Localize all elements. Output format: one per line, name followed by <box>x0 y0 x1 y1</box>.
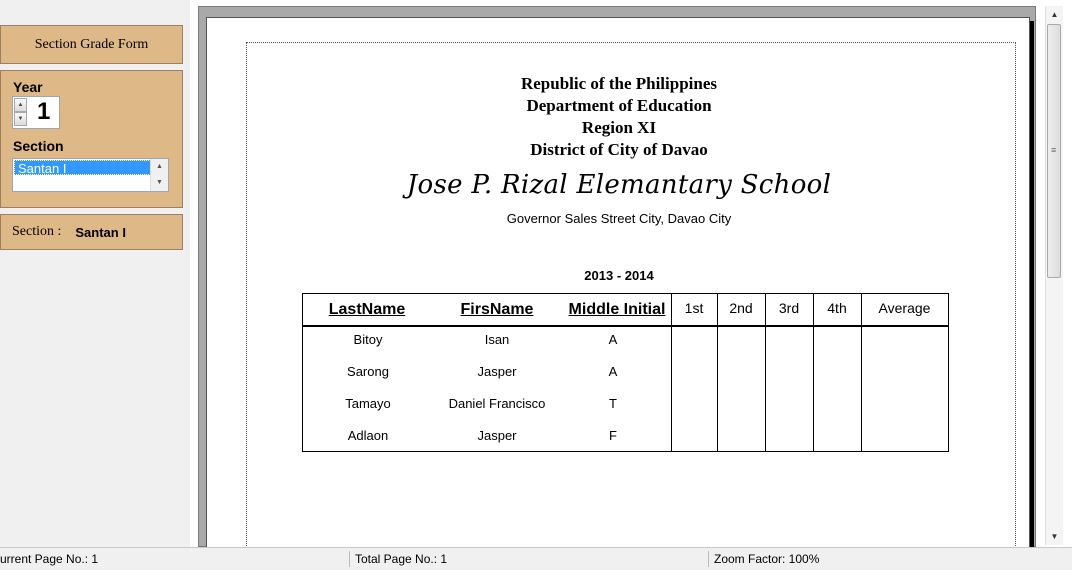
school-address: Governor Sales Street City, Davao City <box>506 211 732 226</box>
col-header-1st: 1st <box>684 300 704 316</box>
scroll-down-icon[interactable]: ▼ <box>156 179 163 186</box>
year-value[interactable]: 1 <box>37 98 51 125</box>
col-header-2nd: 2nd <box>729 300 753 316</box>
zoom-indicator: Zoom Factor: 100% <box>714 552 820 566</box>
cell-firstname: Jasper <box>477 428 517 443</box>
status-bar <box>0 547 1072 570</box>
grip-icon: ≡ <box>1051 145 1057 155</box>
current-section-display <box>0 214 183 250</box>
report-page <box>206 17 1030 552</box>
header-divider <box>303 325 948 327</box>
year-label: Year <box>13 79 43 95</box>
cell-firstname: Jasper <box>477 364 517 379</box>
listbox-scrollbar[interactable] <box>150 159 168 191</box>
total-page-indicator: Total Page No.: 1 <box>355 552 448 566</box>
col-header-average: Average <box>878 300 931 316</box>
col-header-middle-initial: Middle Initial <box>568 301 666 318</box>
col-header-lastname: LastName <box>328 301 406 318</box>
school-year: 2013 - 2014 <box>584 268 654 283</box>
grade-table <box>302 293 949 452</box>
stepper-down-icon[interactable]: ▼ <box>14 112 27 126</box>
scrollbar-thumb[interactable] <box>1047 24 1061 278</box>
report-viewer <box>190 0 1072 547</box>
current-section-label: Section : <box>12 224 62 239</box>
report-canvas <box>198 6 1036 547</box>
status-separator <box>349 551 350 567</box>
left-panel <box>0 0 191 547</box>
col-header-4th: 4th <box>827 300 847 316</box>
header-line-4: District of City of Davao <box>530 140 708 159</box>
scroll-down-icon[interactable]: ▼ <box>1050 532 1059 541</box>
cell-middle-initial: A <box>608 364 618 379</box>
cell-lastname: Sarong <box>347 364 389 379</box>
status-separator <box>708 551 709 567</box>
col-header-firstname: FirsName <box>460 301 534 318</box>
cell-middle-initial: F <box>609 428 617 443</box>
cell-middle-initial: A <box>608 332 618 347</box>
year-stepper[interactable] <box>12 96 60 129</box>
current-section-value: Santan I <box>75 224 126 240</box>
cell-lastname: Bitoy <box>353 332 383 347</box>
cell-lastname: Adlaon <box>347 428 389 443</box>
school-name: Jose P. Rizal Elemantary School <box>406 170 832 200</box>
viewer-scrollbar[interactable] <box>1045 6 1063 545</box>
form-title: Section Grade Form <box>0 25 183 64</box>
current-page-indicator: urrent Page No.: 1 <box>0 552 99 566</box>
section-listbox[interactable] <box>12 158 169 192</box>
section-option-selected[interactable]: Santan I <box>14 160 151 175</box>
cell-firstname: Isan <box>484 332 510 347</box>
stepper-up-icon[interactable]: ▲ <box>14 98 27 112</box>
page-shadow <box>1030 21 1034 552</box>
col-header-3rd: 3rd <box>778 300 800 316</box>
cell-firstname: Daniel Francisco <box>448 396 546 411</box>
cell-lastname: Tamayo <box>345 396 391 411</box>
scroll-up-icon[interactable]: ▲ <box>1050 10 1059 19</box>
section-label: Section <box>13 138 64 154</box>
header-line-3: Region XI <box>581 118 657 137</box>
header-line-2: Department of Education <box>526 96 712 115</box>
cell-middle-initial: T <box>609 396 617 411</box>
scroll-up-icon[interactable]: ▲ <box>156 163 163 170</box>
header-line-1: Republic of the Philippines <box>520 74 717 93</box>
